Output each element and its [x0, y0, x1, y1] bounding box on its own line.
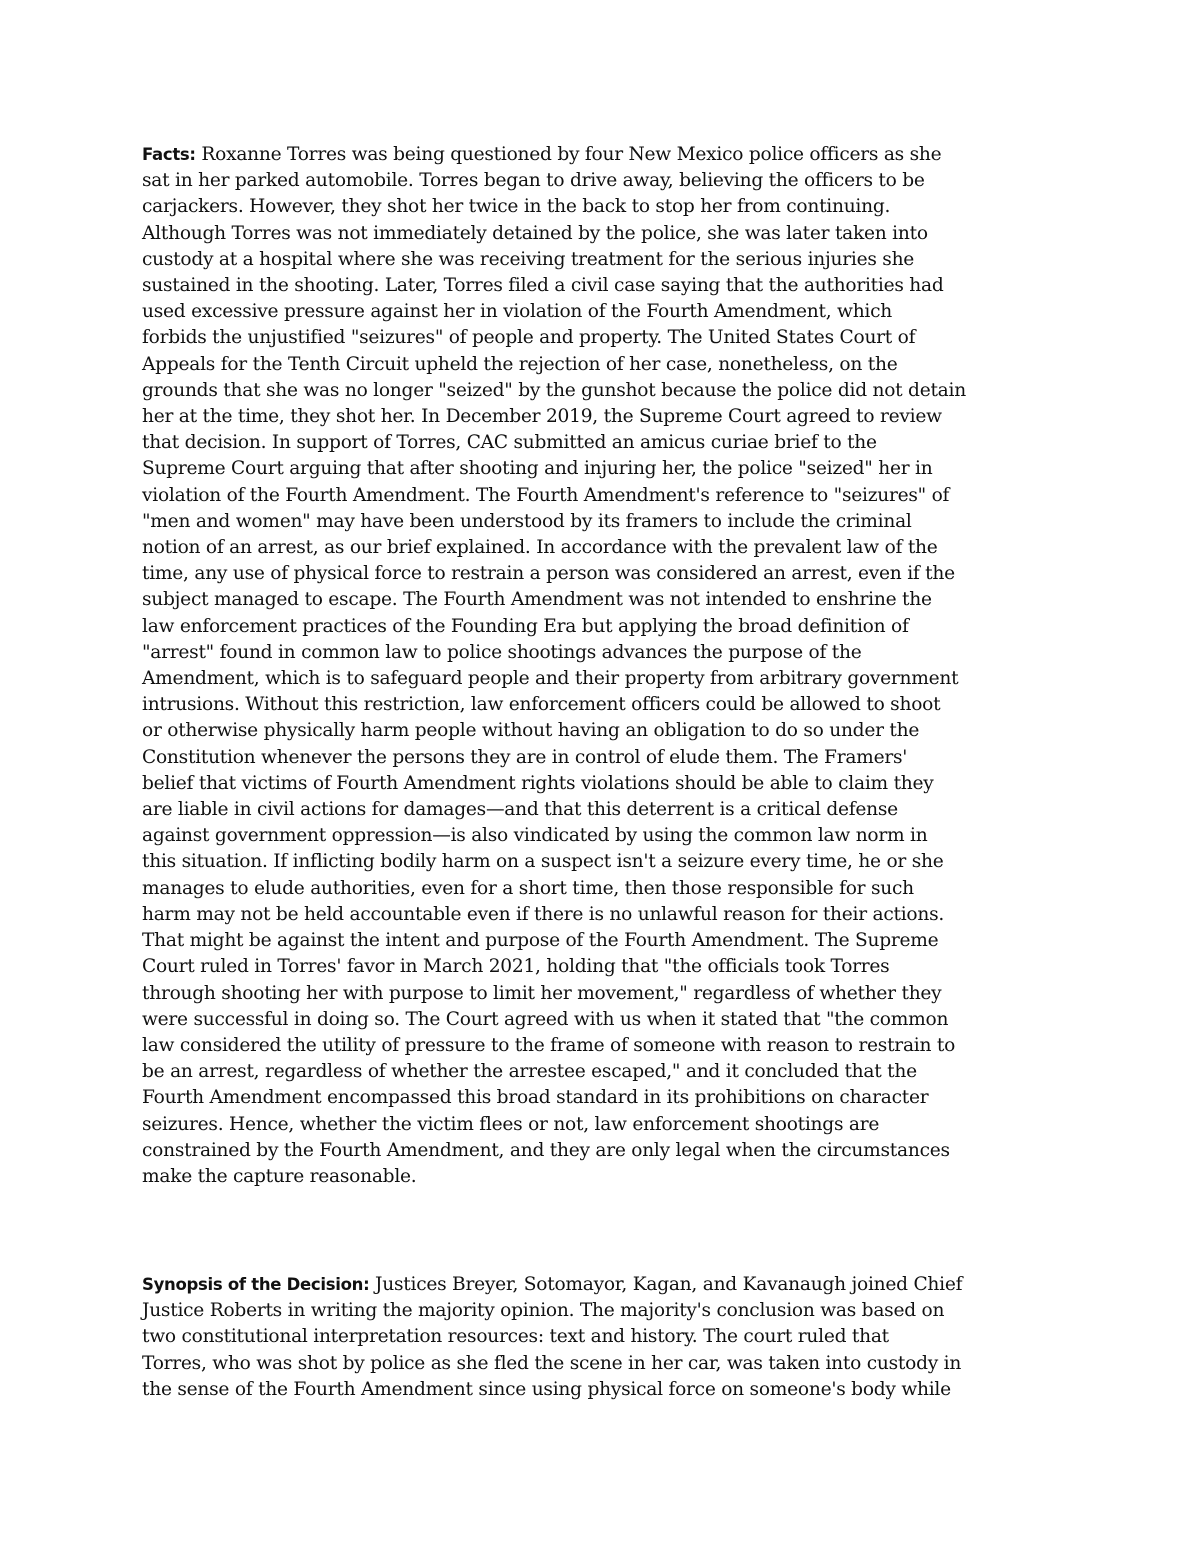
text-line: "men and women" may have been understood by its framers to include the criminal: [142, 510, 912, 532]
text-line: belief that victims of Fourth Amendment rights violations should be able to claim they: [142, 772, 934, 794]
text-line: manages to elude authorities, even for a short time, then those responsible for such: [142, 877, 914, 899]
text-line: sustained in the shooting. Later, Torres filed a civil case saying that the authorities had: [142, 275, 944, 297]
text-line: Although Torres was not immediately detained by the police, she was later taken into: [142, 222, 928, 244]
text-line: the sense of the Fourth Amendment since using physical force on someone's body while: [142, 1378, 951, 1400]
text-line: notion of an arrest, as our brief explained. In accordance with the prevalent law of the: [142, 537, 938, 559]
synopsis-section: [142, 1272, 1072, 1403]
text-line: grounds that she was no longer "seized" by the gunshot because the police did not detain: [142, 379, 966, 401]
text-line: through shooting her with purpose to limit her movement," regardless of whether they: [142, 982, 942, 1004]
text-line: [142, 1272, 1072, 1298]
text-line: law considered the utility of pressure to the frame of someone with reason to restrain to: [142, 1034, 956, 1056]
facts-section: [142, 142, 1072, 1190]
text-line: violation of the Fourth Amendment. The Fourth Amendment's reference to "seizures" of: [142, 484, 950, 506]
text-line: time, any use of physical force to restrain a person was considered an arrest, even if the: [142, 563, 955, 585]
text-line: this situation. If inflicting bodily harm on a suspect isn't a seizure every time, he or she: [142, 851, 944, 873]
text-line-content: Justices Breyer, Sotomayor, Kagan, and Kavanaugh joined Chief: [369, 1274, 963, 1295]
text-line: Amendment, which is to safeguard people and their property from arbitrary government: [142, 668, 959, 690]
text-line: carjackers. However, they shot her twice in the back to stop her from continuing.: [142, 196, 891, 218]
text-line: are liable in civil actions for damages—and that this deterrent is a critical defense: [142, 799, 898, 821]
text-line: Constitution whenever the persons they are in control of elude them. The Framers': [142, 746, 908, 768]
text-line: constrained by the Fourth Amendment, and they are only legal when the circumstances: [142, 1139, 950, 1161]
text-line: Fourth Amendment encompassed this broad standard in its prohibitions on character: [142, 1087, 929, 1109]
text-line: two constitutional interpretation resources: text and history. The court ruled that: [142, 1326, 889, 1348]
text-line: law enforcement practices of the Founding Era but applying the broad definition of: [142, 615, 909, 637]
text-line: her at the time, they shot her. In December 2019, the Supreme Court agreed to review: [142, 406, 942, 428]
text-line: "arrest" found in common law to police shootings advances the purpose of the: [142, 641, 862, 663]
text-line: or otherwise physically harm people without having an obligation to do so under the: [142, 720, 920, 742]
text-line: make the capture reasonable.: [142, 1165, 417, 1187]
text-line: used excessive pressure against her in violation of the Fourth Amendment, which: [142, 301, 893, 323]
synopsis-heading: Synopsis of the Decision:: [142, 1275, 370, 1294]
text-line: intrusions. Without this restriction, law enforcement officers could be allowed to shoot: [142, 694, 941, 716]
text-line: be an arrest, regardless of whether the arrestee escaped," and it concluded that the: [142, 1061, 917, 1083]
text-line: Supreme Court arguing that after shooting and injuring her, the police "seized" her in: [142, 458, 933, 480]
text-line: harm may not be held accountable even if there is no unlawful reason for their actions.: [142, 903, 945, 925]
text-line: subject managed to escape. The Fourth Amendment was not intended to enshrine the: [142, 589, 932, 611]
text-line: that decision. In support of Torres, CAC submitted an amicus curiae brief to the: [142, 432, 877, 454]
text-line: Torres, who was shot by police as she fled the scene in her car, was taken into custody in: [142, 1352, 962, 1374]
text-line: [142, 142, 1072, 168]
text-line: That might be against the intent and purpose of the Fourth Amendment. The Supreme: [142, 930, 939, 952]
text-line: Justice Roberts in writing the majority opinion. The majority's conclusion was based on: [142, 1300, 945, 1322]
text-line: Court ruled in Torres' favor in March 2021, holding that "the officials took Torres: [142, 956, 890, 978]
text-line: sat in her parked automobile. Torres began to drive away, believing the officers to be: [142, 170, 925, 192]
text-line: against government oppression—is also vindicated by using the common law norm in: [142, 825, 928, 847]
text-line: were successful in doing so. The Court agreed with us when it stated that "the common: [142, 1008, 949, 1030]
facts-heading: Facts:: [142, 145, 196, 164]
text-line-content: Roxanne Torres was being questioned by four New Mexico police officers as she: [195, 144, 942, 165]
text-line: Appeals for the Tenth Circuit upheld the rejection of her case, nonetheless, on the: [142, 353, 898, 375]
text-line: forbids the unjustified "seizures" of people and property. The United States Court of: [142, 327, 916, 349]
text-line: seizures. Hence, whether the victim flees or not, law enforcement shootings are: [142, 1113, 880, 1135]
text-line: custody at a hospital where she was receiving treatment for the serious injuries she: [142, 248, 915, 270]
